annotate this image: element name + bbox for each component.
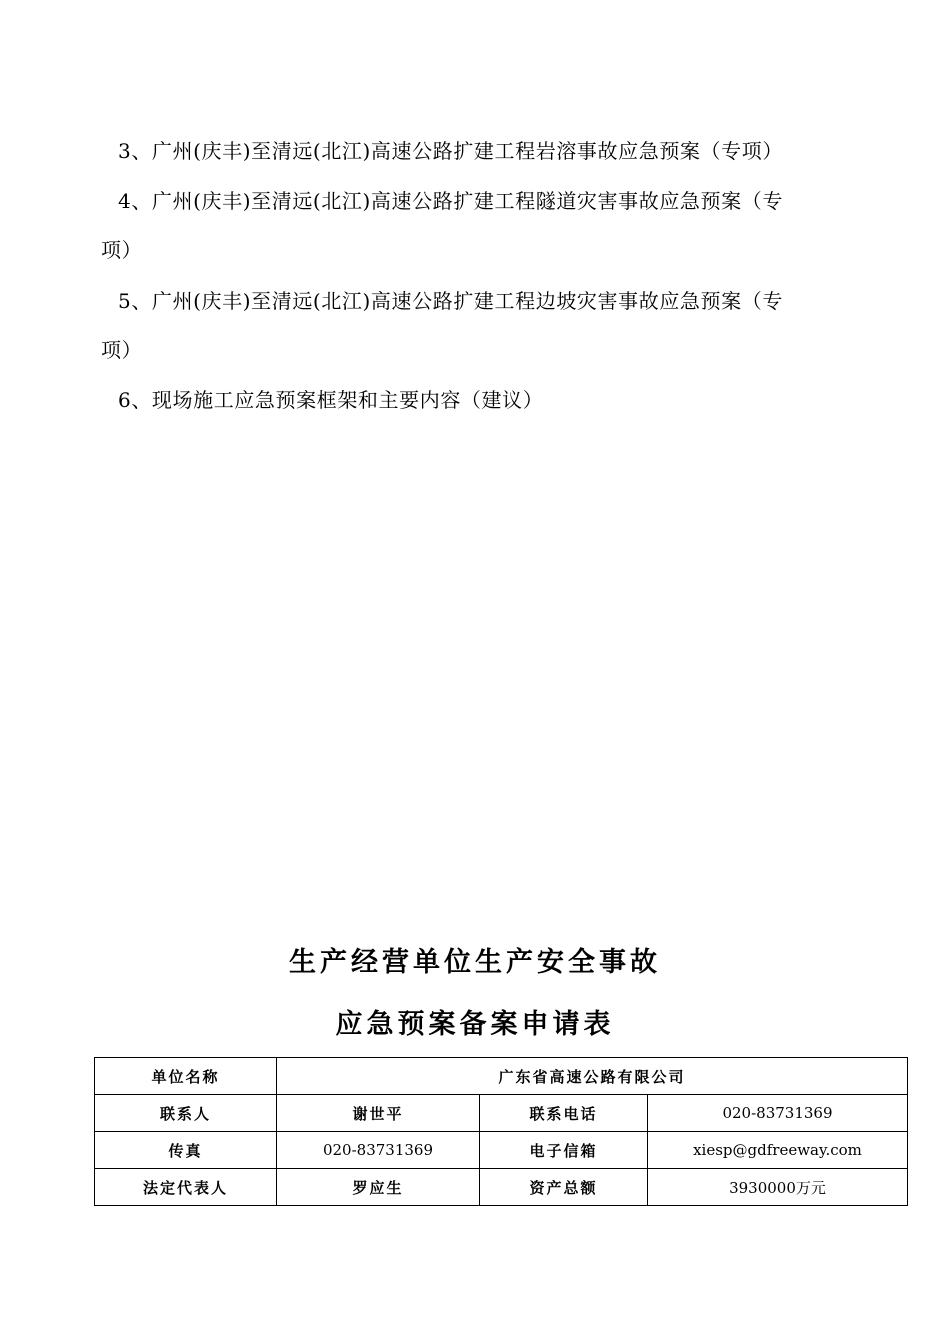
- phone-label: 联系电话: [480, 1095, 648, 1132]
- assets-value: 3930000万元: [648, 1169, 908, 1206]
- fax-value: 020-83731369: [277, 1132, 480, 1169]
- plan-item-3: 3、广州(庆丰)至清远(北江)高速公路扩建工程岩溶事故应急预案（专项）: [118, 139, 783, 163]
- filing-application-table: [94, 1057, 908, 1206]
- form-title-line1: 生产经营单位生产安全事故: [289, 947, 661, 978]
- contact-label: 联系人: [95, 1095, 277, 1132]
- legal-rep-value: 罗应生: [277, 1169, 480, 1206]
- email-label: 电子信箱: [480, 1132, 648, 1169]
- contact-value: 谢世平: [277, 1095, 480, 1132]
- table-row: [95, 1058, 908, 1095]
- plan-item-5-line1: 5、广州(庆丰)至清远(北江)高速公路扩建工程边坡灾害事故应急预案（专: [118, 289, 783, 313]
- fax-label: 传真: [95, 1132, 277, 1169]
- table-row: [95, 1095, 908, 1132]
- plan-item-4-line1: 4、广州(庆丰)至清远(北江)高速公路扩建工程隧道灾害事故应急预案（专: [118, 189, 783, 213]
- unit-name-label: 单位名称: [95, 1058, 277, 1095]
- email-value: xiesp@gdfreeway.com: [648, 1132, 908, 1169]
- plan-item-4-line2: 项）: [101, 238, 143, 262]
- phone-value: 020-83731369: [648, 1095, 908, 1132]
- plan-item-6: 6、现场施工应急预案框架和主要内容（建议）: [118, 388, 544, 412]
- legal-rep-label: 法定代表人: [95, 1169, 277, 1206]
- table-row: [95, 1132, 908, 1169]
- assets-label: 资产总额: [480, 1169, 648, 1206]
- unit-name-value: 广东省高速公路有限公司: [277, 1058, 908, 1095]
- table-row: [95, 1169, 908, 1206]
- plan-item-5-line2: 项）: [101, 338, 143, 362]
- form-title-line2: 应急预案备案申请表: [335, 1009, 615, 1040]
